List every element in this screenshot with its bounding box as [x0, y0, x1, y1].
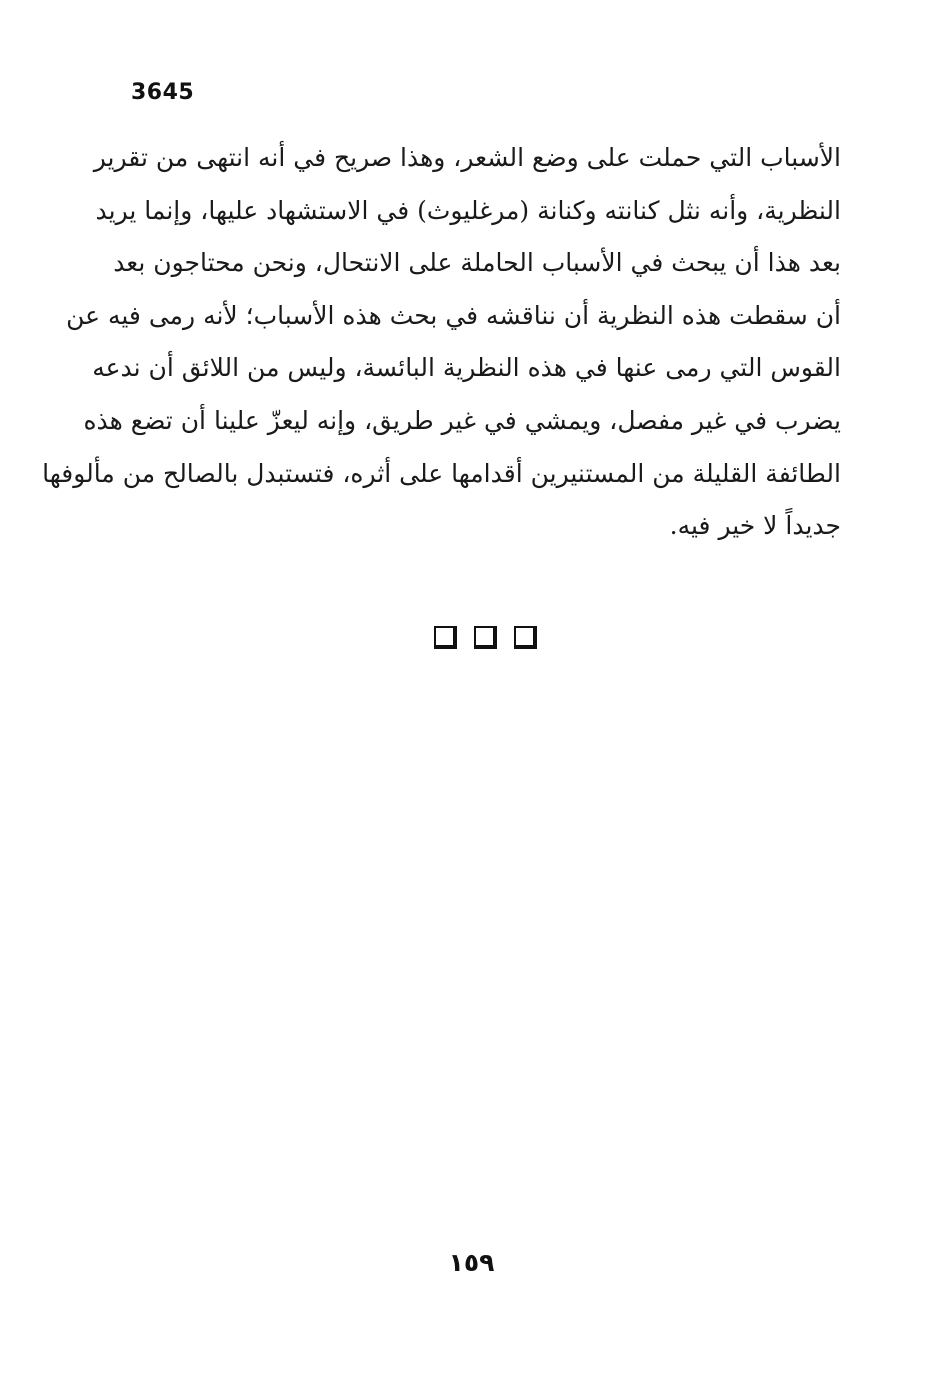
text-line-8: جديداً لا خير فيه. — [669, 511, 841, 541]
ornament-square-icon — [474, 626, 497, 649]
ornament-square-icon — [514, 626, 537, 649]
section-end-ornament — [434, 626, 537, 649]
body-text — [42, 132, 841, 553]
text-line-1: الأسباب التي حملت على وضع الشعر، وهذا صريح في أنه انتهى من تقرير — [93, 143, 841, 172]
text-line-2: النظرية، وأنه نثل كنانته وكنانة (مرغليوث) في الاستشهاد عليها، وإنما يريد — [95, 195, 841, 225]
text-line-5: القوس التي رمى عنها في هذه النظرية البائسة، وليس من اللائق أن ندعه — [92, 353, 841, 383]
document-id: 3645 — [131, 80, 195, 105]
text-line-6: يضرب في غير مفصل، ويمشي في غير طريق، وإنه ليعزّ علينا أن تضع هذه — [83, 405, 841, 435]
ornament-square-icon — [434, 626, 457, 649]
page-number: ١٥٩ — [448, 1248, 495, 1277]
text-line-3: بعد هذا أن يبحث في الأسباب الحاملة على الانتحال، ونحن محتاجون بعد — [113, 248, 841, 278]
text-line-4: أن سقطت هذه النظرية أن نناقشه في بحث هذه الأسباب؛ لأنه رمى فيه عن — [66, 300, 841, 330]
text-line-7: الطائفة القليلة من المستنيرين أقدامها على أثره، فتستبدل بالصالح من مألوفها — [42, 458, 841, 488]
